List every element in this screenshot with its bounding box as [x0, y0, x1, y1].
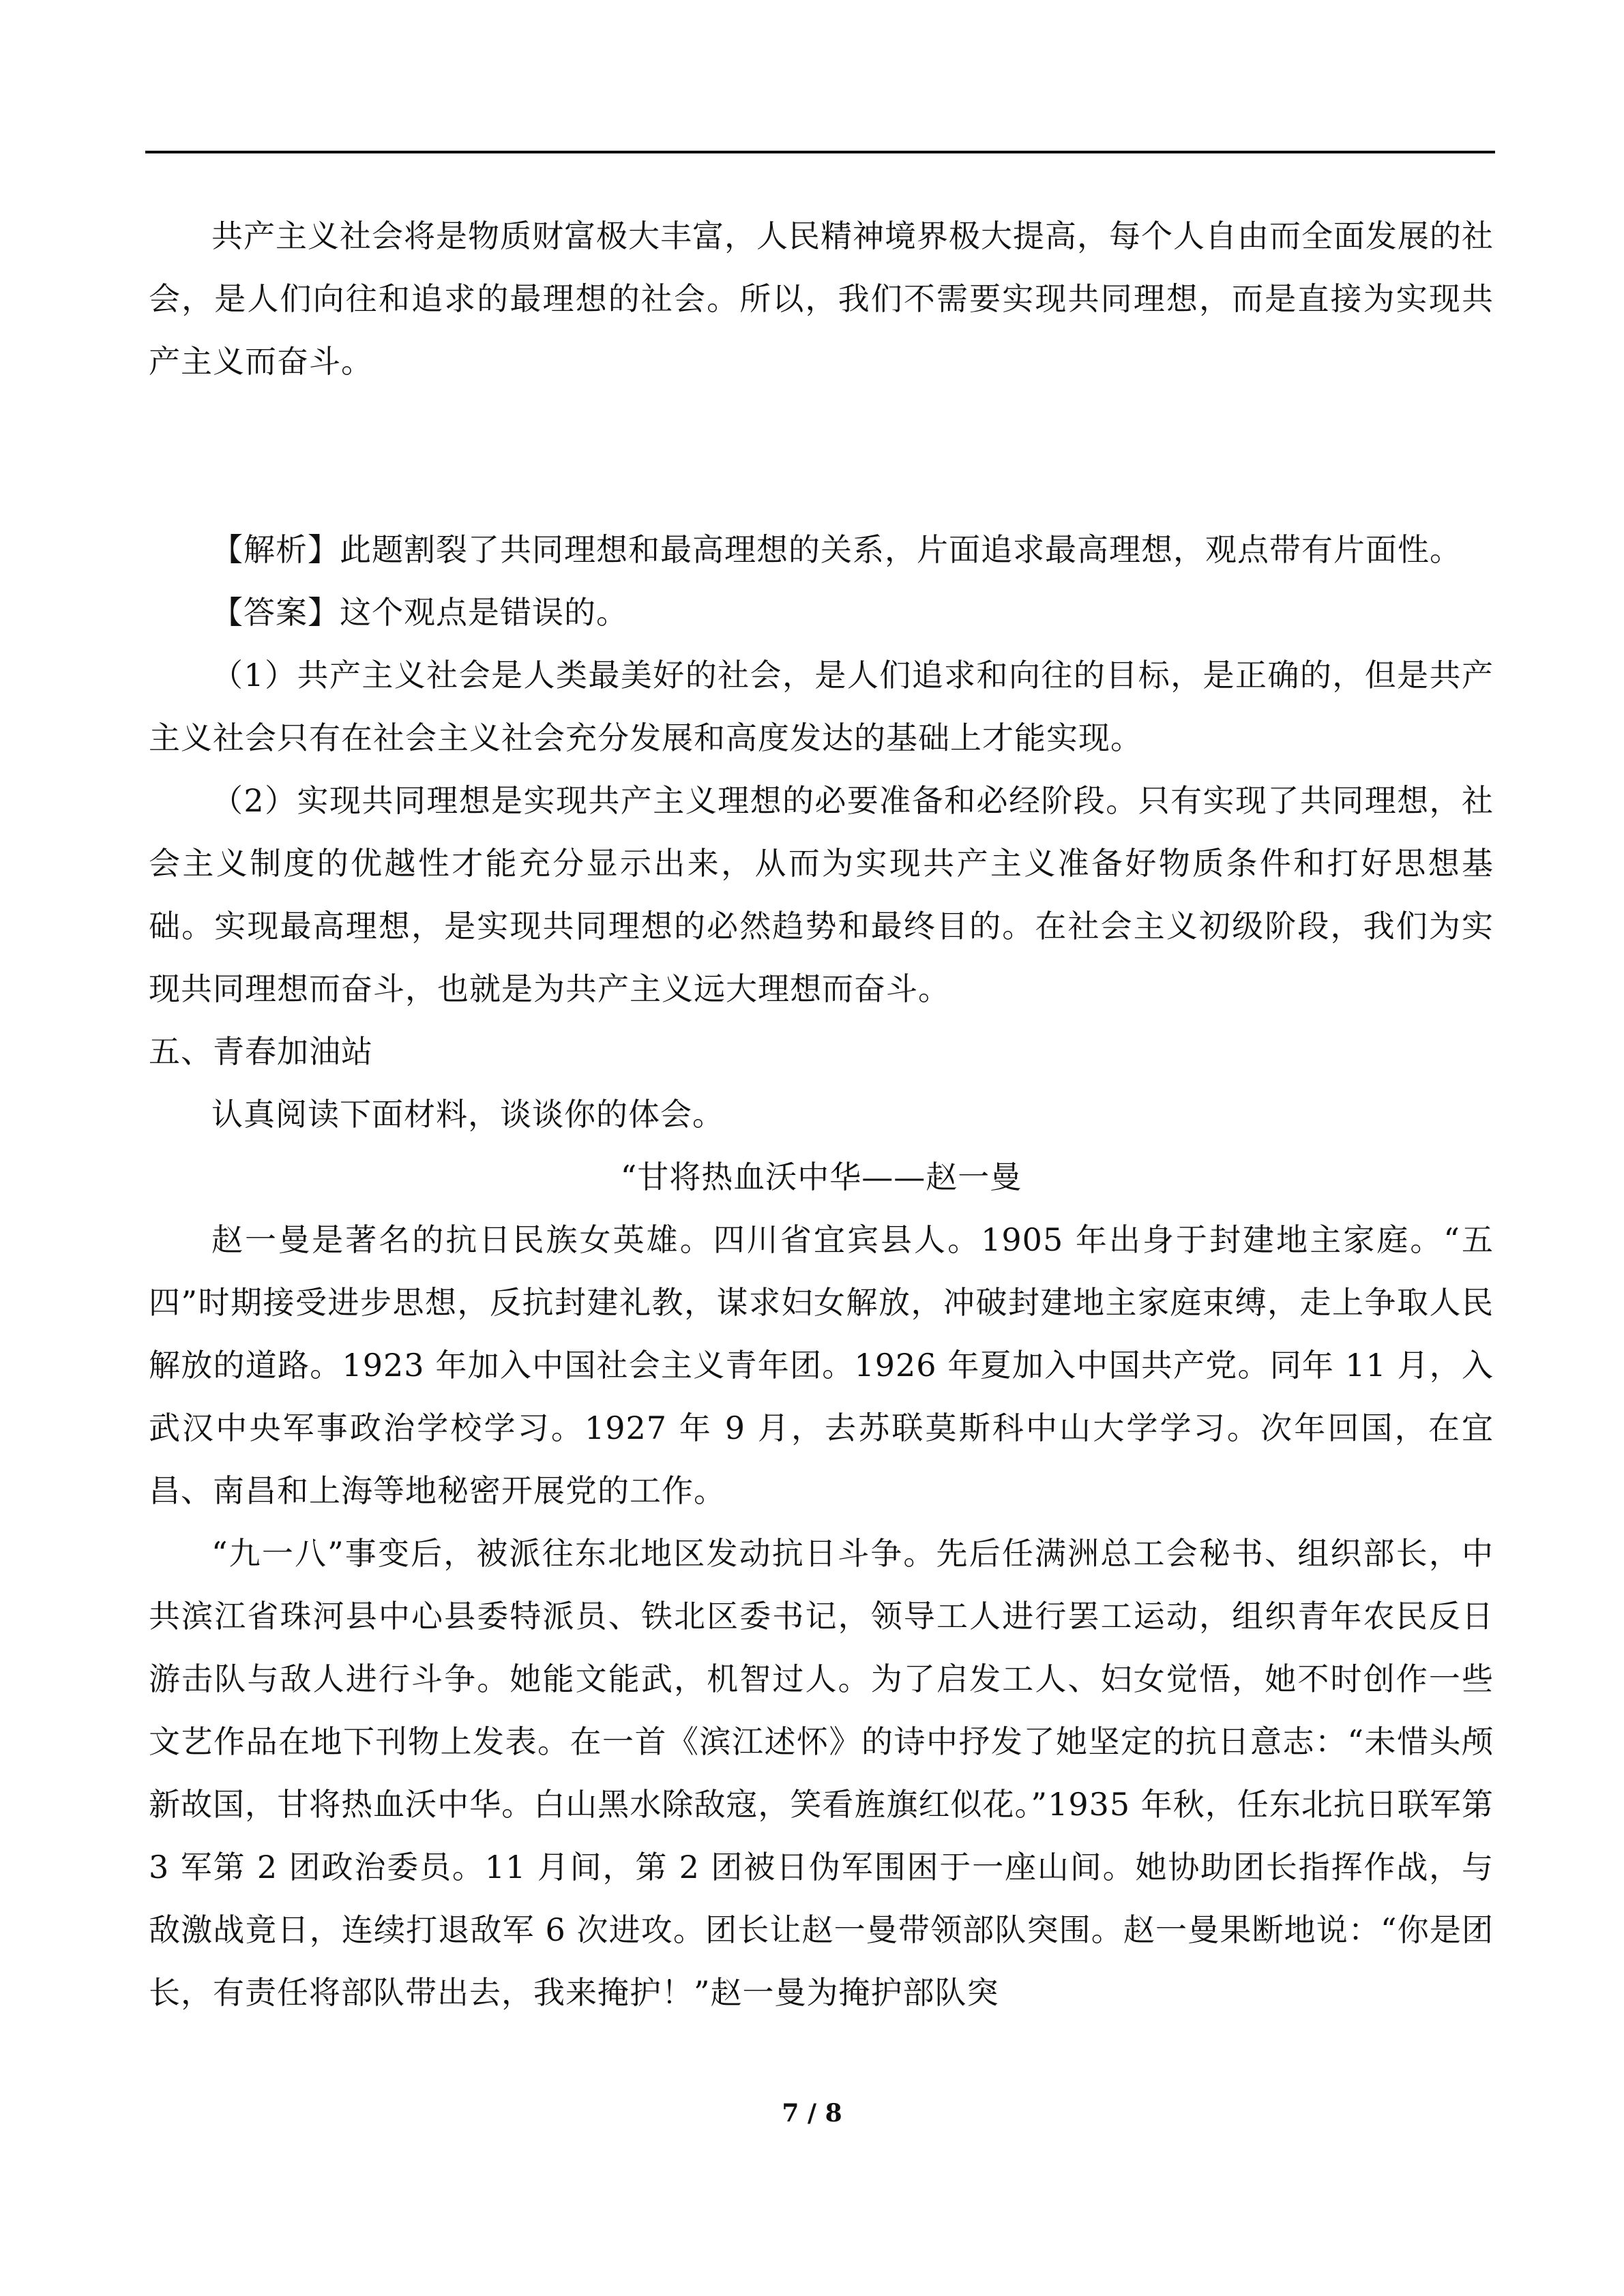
paragraph-answer: 【答案】这个观点是错误的。	[211, 594, 628, 631]
header-rule	[145, 151, 1495, 153]
paragraph-biography-2: “九一八”事变后，被派往东北地区发动抗日斗争。先后任满洲总工会秘书、组织部长，中共滨江省珠河县中心县委特派员、铁北区委书记，领导工人进行罢工运动，组织青年农民反日游击队与敌人进行斗争。她能文能武，机智过人。为了启发工人、妇女觉悟，她不时创作一些文艺作品在地下刊物上发表。在一首《滨江述怀》的诗中抒发了她坚定的抗日意志：“未惜头颅新故国，甘将热血沃中华。白山黑水除敌寇，笑看旌旗红似花。”1935 年秋，任东北抗日联军第 3 军第 2 团政治委员。11 月间，第 2 团被日伪军围困于一座山间。她协助团长指挥作战，与敌激战竟日，连续打退敌军 6 次进攻。团长让赵一曼带领部队突围。赵一曼果断地说：“你是团长，有责任将部队带出去，我来掩护！”赵一曼为掩护部队突	[149, 1535, 1494, 2011]
paragraph-answer-point-2: （2）实现共同理想是实现共产主义理想的必要准备和必经阶段。只有实现了共同理想，社会主义制度的优越性才能充分显示出来，从而为实现共产主义准备好物质条件和打好思想基础。实现最高理想，是实现共同理想的必然趋势和最终目的。在社会主义初级阶段，我们为实现共同理想而奋斗，也就是为共产主义远大理想而奋斗。	[149, 782, 1494, 1007]
section-heading: 五、青春加油站	[149, 1033, 373, 1070]
paragraph-instruction: 认真阅读下面材料，谈谈你的体会。	[211, 1096, 724, 1133]
paragraph-biography-1: 赵一曼是著名的抗日民族女英雄。四川省宜宾县人。1905 年出身于封建地主家庭。“五四”时期接受进步思想，反抗封建礼教，谋求妇女解放，冲破封建地主家庭束缚，走上争取人民解放的道路。1923 年加入中国社会主义青年团。1926 年夏加入中国共产党。同年 11 月，入武汉中央军事政治学校学习。1927 年 9 月，去苏联莫斯科中山大学学习。次年回国，在宜昌、南昌和上海等地秘密开展党的工作。	[149, 1221, 1494, 1509]
page-number: 7 / 8	[782, 2099, 842, 2128]
paragraph-question-statement: 共产主义社会将是物质财富极大丰富，人民精神境界极大提高，每个人自由而全面发展的社会，是人们向往和追求的最理想的社会。所以，我们不需要实现共同理想，而是直接为实现共产主义而奋斗。	[149, 218, 1494, 380]
document-body	[149, 205, 1494, 2024]
article-title: “甘将热血沃中华——赵一曼	[620, 1159, 1022, 1195]
paragraph-answer-point-1: （1）共产主义社会是人类最美好的社会，是人们追求和向往的目标，是正确的，但是共产主义社会只有在社会主义社会充分发展和高度发达的基础上才能实现。	[149, 657, 1494, 756]
paragraph-analysis: 【解析】此题割裂了共同理想和最高理想的关系，片面追求最高理想，观点带有片面性。	[211, 531, 1462, 568]
answer-space	[149, 393, 1494, 518]
